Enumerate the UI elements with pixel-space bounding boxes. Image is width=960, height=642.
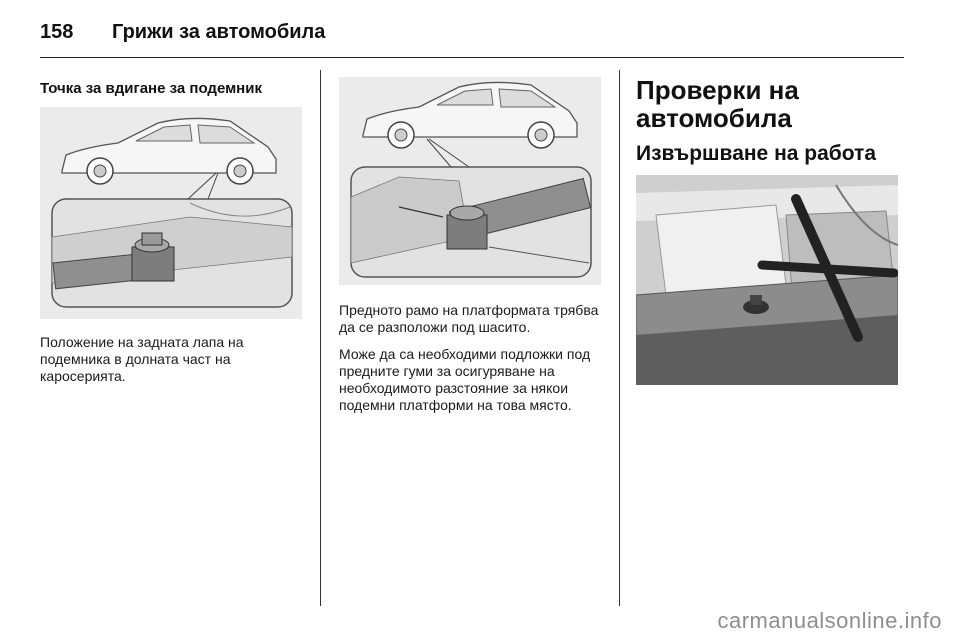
page-number: 158 — [40, 20, 74, 43]
page-header — [40, 14, 325, 50]
paragraph-front-arm: Предното рамо на платформата трябва да се разположи под шасито. — [339, 302, 599, 335]
column-2-text — [339, 302, 607, 424]
photo-engine-bay — [636, 175, 898, 385]
paragraph-tyre-blocks: Може да са необходими подложки под предните гуми за осигуряване на необходимото разстояние за някои подемни платформи на това място. — [339, 346, 591, 413]
heading-performing-work: Извършване на работа — [636, 142, 877, 165]
header-rule — [40, 57, 904, 58]
illustration-front-lift-arm — [339, 77, 601, 285]
footer-watermark: carmanualsonline.info — [717, 608, 942, 633]
illustration-rear-lift-point — [40, 107, 302, 319]
section-heading-lift-point: Точка за вдигане за подемник — [40, 80, 262, 97]
heading-vehicle-checks: Проверки на автомобила — [636, 75, 799, 133]
column-divider-1 — [320, 70, 321, 606]
column-1-text — [40, 334, 300, 395]
column-divider-2 — [619, 70, 620, 606]
column-3 — [636, 76, 906, 166]
caption-rear-lift-point: Положение на задната лапа на подемника в долната част на каросерията. — [40, 334, 244, 384]
page-title: Грижи за автомобила — [112, 20, 326, 43]
column-1 — [40, 80, 310, 98]
